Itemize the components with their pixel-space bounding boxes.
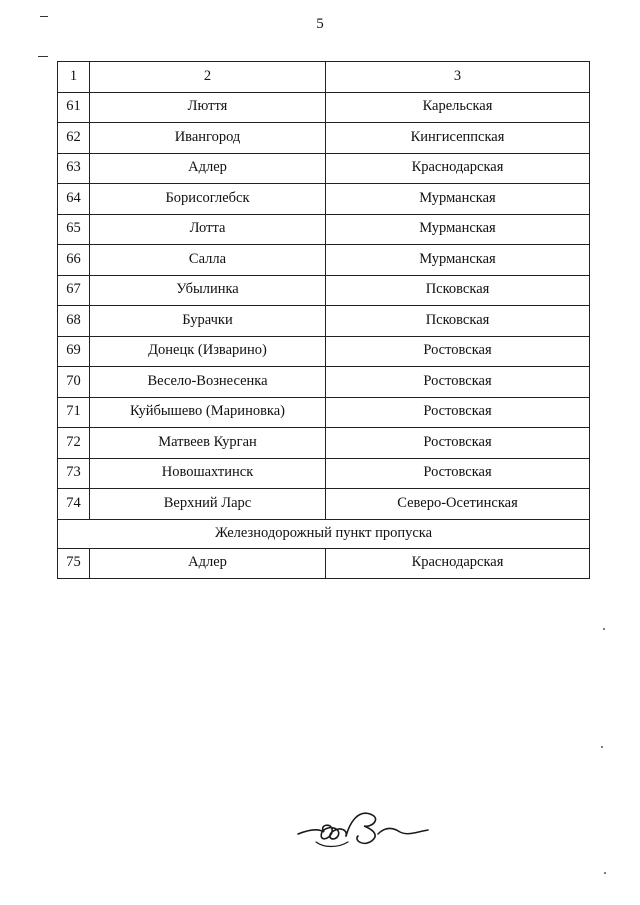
row-number-cell: 67 xyxy=(58,275,90,306)
table-row xyxy=(58,336,590,367)
region-cell: Ростовская xyxy=(326,458,590,489)
checkpoint-table xyxy=(57,61,590,579)
region-cell: Ростовская xyxy=(326,336,590,367)
table-row xyxy=(58,397,590,428)
table-row xyxy=(58,306,590,337)
table-row xyxy=(58,458,590,489)
row-number-cell: 64 xyxy=(58,184,90,215)
row-number-cell: 71 xyxy=(58,397,90,428)
region-cell: Мурманская xyxy=(326,184,590,215)
header-cell: 3 xyxy=(326,62,590,93)
scan-dot xyxy=(604,872,606,874)
table-row xyxy=(58,214,590,245)
region-cell: Северо-Осетинская xyxy=(326,489,590,520)
scan-dot xyxy=(603,628,605,630)
checkpoint-name-cell: Верхний Ларс xyxy=(90,489,326,520)
signature xyxy=(288,802,438,862)
row-number-cell: 65 xyxy=(58,214,90,245)
table-row xyxy=(58,428,590,459)
table-row xyxy=(58,548,590,579)
checkpoint-name-cell: Новошахтинск xyxy=(90,458,326,489)
table-row xyxy=(58,489,590,520)
row-number-cell: 61 xyxy=(58,92,90,123)
row-number-cell: 68 xyxy=(58,306,90,337)
checkpoint-name-cell: Люття xyxy=(90,92,326,123)
row-number-cell: 74 xyxy=(58,489,90,520)
row-number-cell: 73 xyxy=(58,458,90,489)
region-cell: Краснодарская xyxy=(326,548,590,579)
table-row xyxy=(58,245,590,276)
checkpoint-name-cell: Борисоглебск xyxy=(90,184,326,215)
table-header-row xyxy=(58,62,590,93)
region-cell: Мурманская xyxy=(326,245,590,276)
row-number-cell: 75 xyxy=(58,548,90,579)
table-row xyxy=(58,367,590,398)
checkpoint-name-cell: Бурачки xyxy=(90,306,326,337)
scan-mark xyxy=(40,16,48,17)
region-cell: Краснодарская xyxy=(326,153,590,184)
row-number-cell: 66 xyxy=(58,245,90,276)
row-number-cell: 72 xyxy=(58,428,90,459)
region-cell: Кингисеппская xyxy=(326,123,590,154)
region-cell: Ростовская xyxy=(326,367,590,398)
checkpoint-name-cell: Матвеев Курган xyxy=(90,428,326,459)
header-cell: 2 xyxy=(90,62,326,93)
table-row xyxy=(58,184,590,215)
row-number-cell: 69 xyxy=(58,336,90,367)
region-cell: Ростовская xyxy=(326,428,590,459)
scan-mark xyxy=(38,56,48,57)
region-cell: Карельская xyxy=(326,92,590,123)
checkpoint-name-cell: Салла xyxy=(90,245,326,276)
row-number-cell: 70 xyxy=(58,367,90,398)
row-number-cell: 63 xyxy=(58,153,90,184)
checkpoint-name-cell: Куйбышево (Мариновка) xyxy=(90,397,326,428)
region-cell: Ростовская xyxy=(326,397,590,428)
page-number: 5 xyxy=(316,16,324,32)
section-row xyxy=(58,519,590,548)
checkpoint-name-cell: Весело-Вознесенка xyxy=(90,367,326,398)
checkpoint-name-cell: Адлер xyxy=(90,153,326,184)
region-cell: Псковская xyxy=(326,275,590,306)
row-number-cell: 62 xyxy=(58,123,90,154)
checkpoint-name-cell: Донецк (Изварино) xyxy=(90,336,326,367)
region-cell: Мурманская xyxy=(326,214,590,245)
scan-dot xyxy=(601,746,603,748)
table-row xyxy=(58,153,590,184)
checkpoint-name-cell: Лотта xyxy=(90,214,326,245)
section-title: Железнодорожный пункт пропуска xyxy=(58,519,590,548)
checkpoint-name-cell: Убылинка xyxy=(90,275,326,306)
table-row xyxy=(58,275,590,306)
checkpoint-name-cell: Адлер xyxy=(90,548,326,579)
header-cell: 1 xyxy=(58,62,90,93)
table-row xyxy=(58,92,590,123)
region-cell: Псковская xyxy=(326,306,590,337)
table-row xyxy=(58,123,590,154)
checkpoint-name-cell: Ивангород xyxy=(90,123,326,154)
